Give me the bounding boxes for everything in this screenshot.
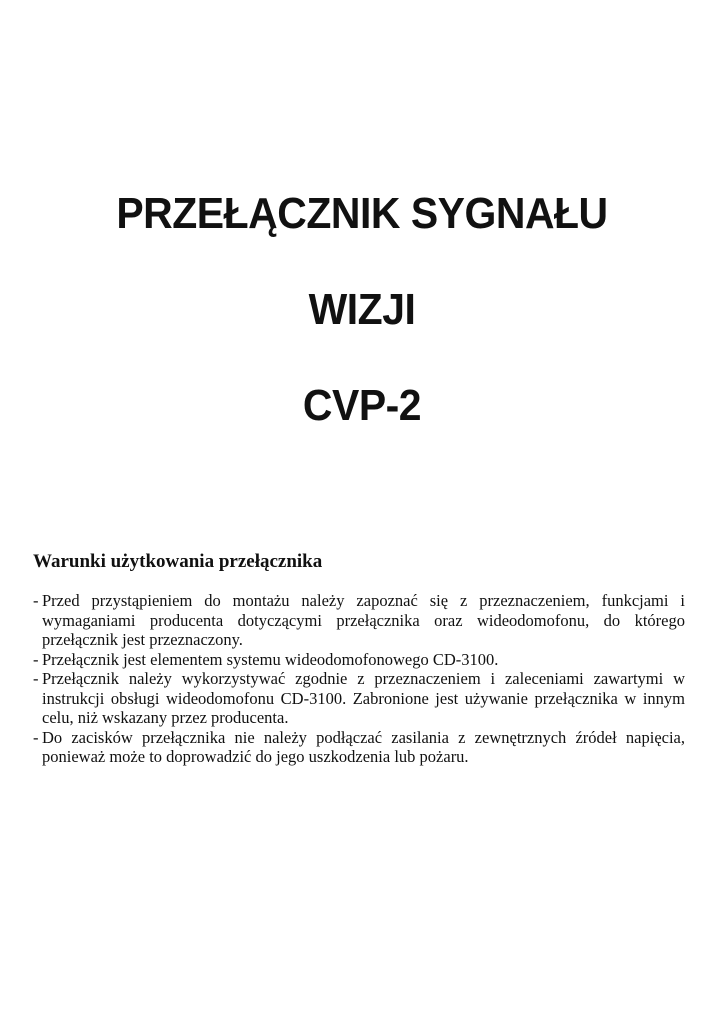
section-heading: Warunki użytkowania przełącznika	[33, 551, 323, 572]
usage-conditions-list	[33, 591, 685, 767]
document-title-line-2: WIZJI	[308, 285, 416, 334]
list-bullet: -	[33, 649, 39, 669]
list-item	[33, 591, 685, 650]
document-title-line-1: PRZEŁĄCZNIK SYGNAŁU	[116, 189, 608, 238]
list-item-text: Przełącznik należy wykorzystywać zgodnie z przeznaczeniem i zaleceniami zawartymi w instrukcji obsługi wideodomofonu CD-3100. Zabronione jest używanie przełącznika w innym celu, niż wskazany przez producenta.	[42, 669, 685, 727]
list-bullet: -	[33, 591, 39, 610]
list-item-text: Przełącznik jest elementem systemu wideodomofonowego CD-3100.	[42, 649, 499, 669]
list-item	[33, 728, 685, 767]
list-bullet: -	[33, 727, 39, 747]
document-title-model: CVP-2	[302, 381, 422, 430]
usage-conditions-section	[33, 550, 685, 767]
list-bullet: -	[33, 669, 39, 688]
list-item	[33, 650, 685, 670]
list-item-text: Przed przystąpieniem do montażu należy zapoznać się z przeznaczeniem, funkcjami i wymaganiami producenta dotyczącymi przełącznika oraz wideodomofonu, do którego przełącznik jest przeznaczony.	[42, 591, 685, 649]
list-item-text: Do zacisków przełącznika nie należy podłączać zasilania z zewnętrznych źródeł napięcia, ponieważ może to doprowadzić do jego uszkodzenia lub pożaru.	[42, 727, 685, 766]
list-item	[33, 669, 685, 728]
